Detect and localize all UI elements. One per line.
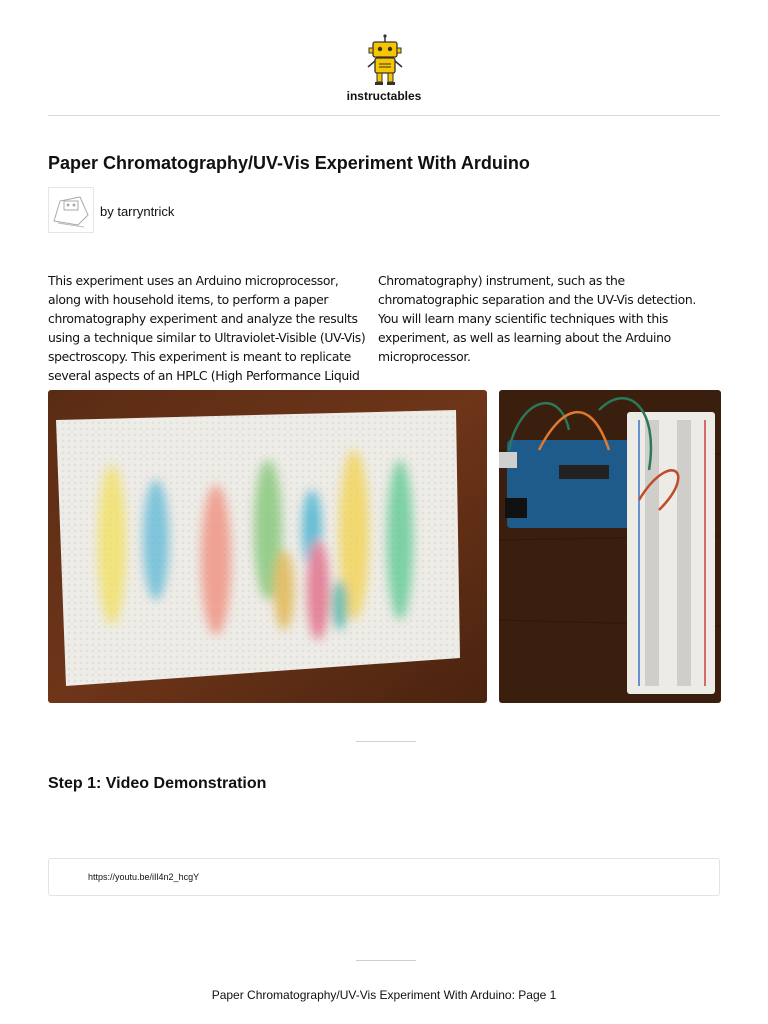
chromatography-paper-photo <box>48 390 487 703</box>
page-title: Paper Chromatography/UV-Vis Experiment With Arduino <box>48 153 530 173</box>
author-avatar[interactable] <box>48 187 94 233</box>
brand-name[interactable]: instructables <box>346 89 422 103</box>
intro-text-column-1: This experiment uses an Arduino microprocessor, along with household items, to perform a paper chromatography experiment and analyze the results using a technique similar to Ultraviolet-Visible (UV-Vis) spectroscopy. This experiment is meant to replicate several aspects of an HPLC (High Performance Liquid <box>48 273 366 383</box>
header <box>0 0 768 116</box>
video-embed-box <box>48 858 720 896</box>
header-divider <box>48 115 720 116</box>
video-link[interactable]: https://youtu.be/iIl4n2_hcgY <box>88 872 200 882</box>
author-byline[interactable]: by tarryntrick <box>100 204 175 219</box>
section-divider <box>356 741 416 742</box>
page-footer: Paper Chromatography/UV-Vis Experiment With Arduino: Page 1 <box>211 988 557 1002</box>
footer-divider <box>356 960 416 961</box>
arduino-breadboard-photo <box>499 390 721 703</box>
instructables-robot-logo[interactable] <box>364 34 406 86</box>
intro-text-column-2: Chromatography) instrument, such as the chromatographic separation and the UV-Vis detection. You will learn many scientific techniques with this experiment, as well as learning about the Arduino microprocessor. <box>378 273 696 364</box>
step-1-title: Step 1: Video Demonstration <box>48 775 267 792</box>
